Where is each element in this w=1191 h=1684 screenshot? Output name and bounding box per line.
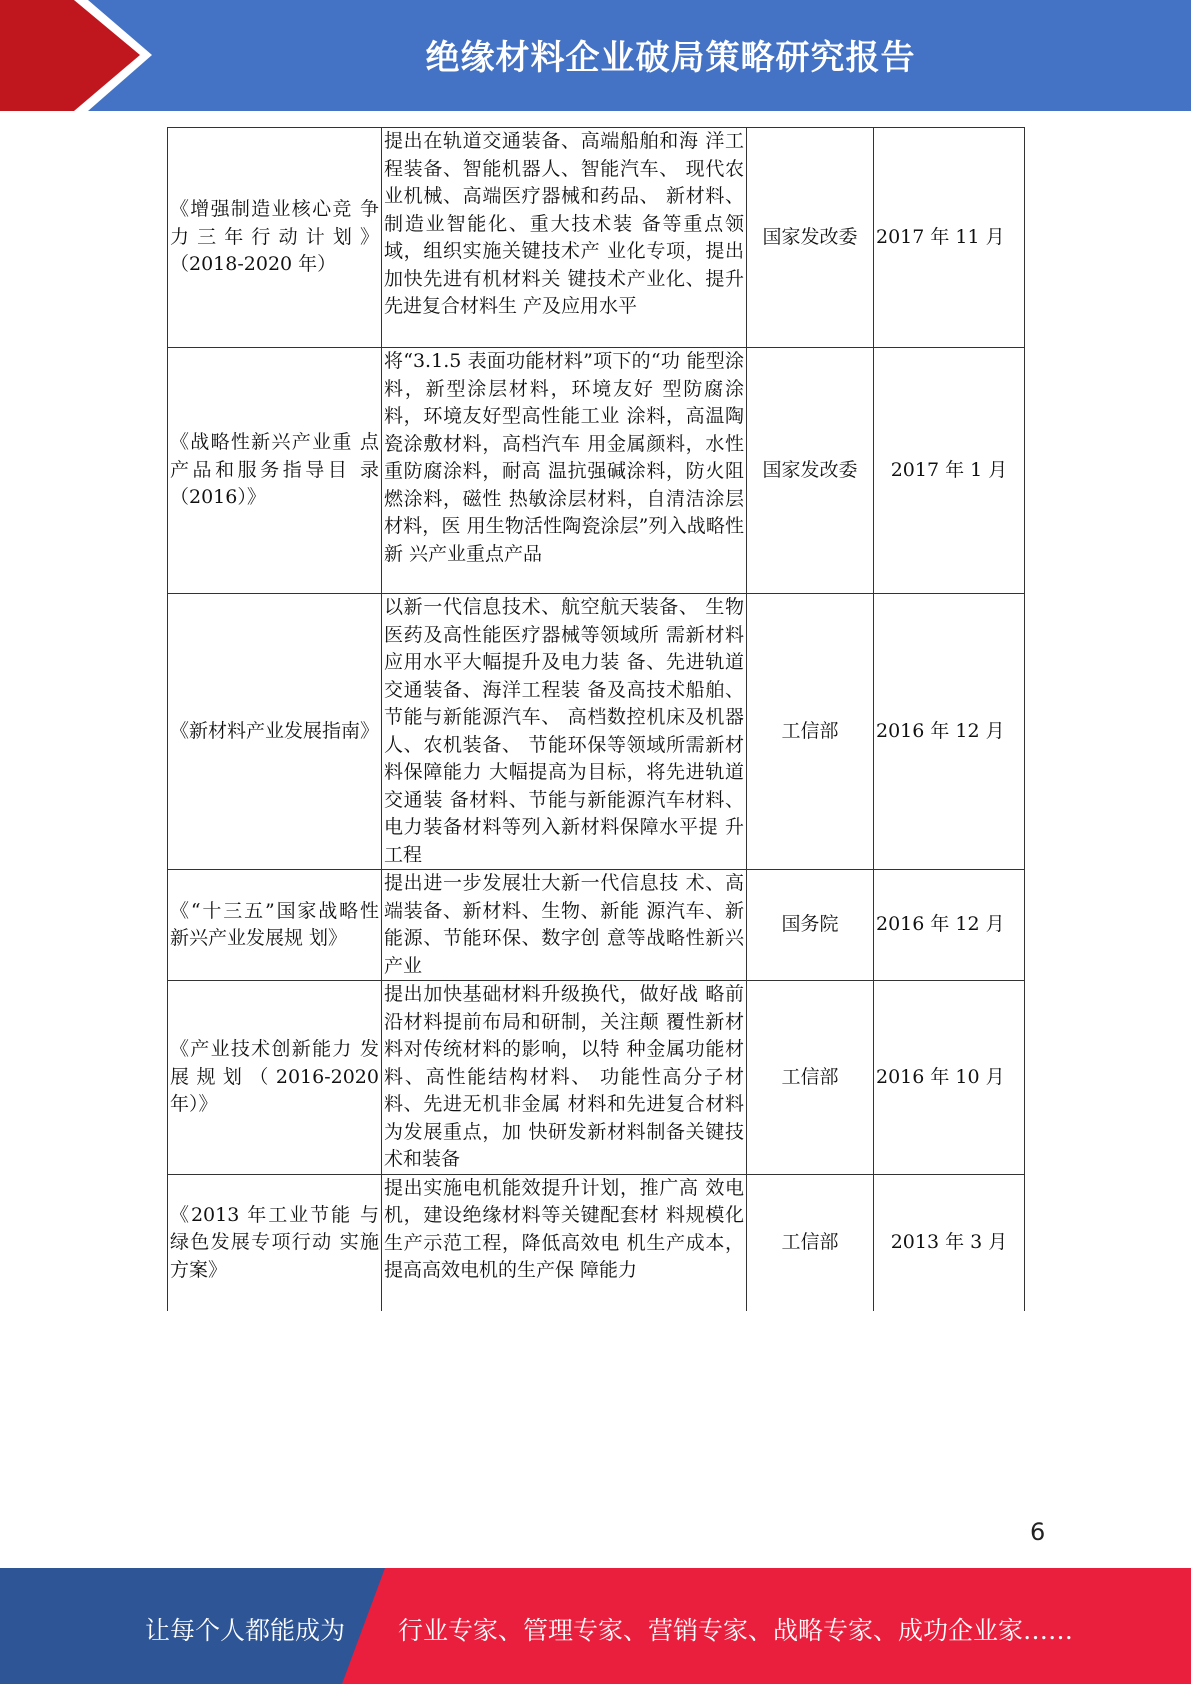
policy-department: 国务院: [747, 870, 874, 981]
policy-department: 工信部: [747, 594, 874, 870]
report-title: 绝缘材料企业破局策略研究报告: [425, 38, 916, 78]
table-row: [168, 594, 1025, 870]
policy-name: 《2013 年工业节能 与绿色发展专项行动 实施方案》: [168, 1174, 382, 1311]
policy-content: 提出加快基础材料升级换代，做好战 略前沿材料提前布局和研制，关注颠 覆性新材料对传统材料的影响，以特 种金属功能材料、高性能结构材料、 功能性高分子材料、先进无机非金属 材料和先进复合材料为发展重点，加 快研发新材料制备关键技术和装备: [382, 981, 747, 1175]
page-number: 6: [1030, 1518, 1046, 1546]
policy-date: 2016 年 10 月: [874, 981, 1025, 1175]
policy-content: 提出在轨道交通装备、高端船舶和海 洋工程装备、智能机器人、智能汽车、 现代农业机械、高端医疗器械和药品、 新材料、制造业智能化、重大技术装 备等重点领域，组织实施关键技术产 业化专项，提出加快先进有机材料关 键技术产业化、提升先进复合材料生 产及应用水平: [382, 128, 747, 348]
policy-content: 提出实施电机能效提升计划，推广高 效电机，建设绝缘材料等关键配套材 料规模化生产示范工程，降低高效电 机生产成本，提高高效电机的生产保 障能力: [382, 1174, 747, 1311]
policy-date: 2017 年 11 月: [874, 128, 1025, 348]
table-row: [168, 870, 1025, 981]
policy-department: 国家发改委: [747, 128, 874, 348]
policy-date: 2016 年 12 月: [874, 870, 1025, 981]
policy-name: 《产业技术创新能力 发展规划（2016-2020 年）》: [168, 981, 382, 1175]
policy-department: 工信部: [747, 981, 874, 1175]
page-header: [0, 0, 1191, 111]
policy-content: 以新一代信息技术、航空航天装备、 生物医药及高性能医疗器械等领域所 需新材料应用水平大幅提升及电力装 备、先进轨道交通装备、海洋工程装 备及高技术船舶、节能与新能源汽车、 高档数控机床及机器人、农机装备、 节能环保等领域所需新材料保障能力 大幅提高为目标，将先进轨道交通装 备材料、节能与新能源汽车材料、电力装备材料等列入新材料保障水平提 升工程: [382, 594, 747, 870]
page-footer: [0, 1568, 1191, 1684]
policy-date: 2013 年 3 月: [874, 1174, 1025, 1311]
policy-name: 《“十三五”国家战略性新兴产业发展规 划》: [168, 870, 382, 981]
table-row: [168, 128, 1025, 348]
policy-date: 2016 年 12 月: [874, 594, 1025, 870]
policy-department: 工信部: [747, 1174, 874, 1311]
policy-content: 提出进一步发展壮大新一代信息技 术、高端装备、新材料、生物、新能 源汽车、新能源、节能环保、数字创 意等战略性新兴产业: [382, 870, 747, 981]
policy-name: 《新材料产业发展指南》: [168, 594, 382, 870]
table-row: [168, 981, 1025, 1175]
header-chevron-icon: [0, 0, 140, 111]
footer-slogan-right: 行业专家、管理专家、营销专家、战略专家、成功企业家……: [398, 1616, 1074, 1645]
policy-name: 《战略性新兴产业重 点产品和服务指导目 录（2016）》: [168, 348, 382, 594]
policy-table: [167, 127, 1025, 1311]
policy-department: 国家发改委: [747, 348, 874, 594]
policy-content: 将“3.1.5 表面功能材料”项下的“功 能型涂料，新型涂层材料，环境友好 型防腐涂料，环境友好型高性能工业 涂料，高温陶瓷涂敷材料，高档汽车 用金属颜料，水性重防腐涂料，耐高 温抗强碱涂料，防火阻燃涂料，磁性 热敏涂层材料，自清洁涂层材料，医 用生物活性陶瓷涂层”列入战略性新 兴产业重点产品: [382, 348, 747, 594]
policy-date: 2017 年 1 月: [874, 348, 1025, 594]
table-row: [168, 348, 1025, 594]
footer-slogan-left: 让每个人都能成为: [145, 1616, 346, 1645]
table-row: [168, 1174, 1025, 1311]
policy-name: 《增强制造业核心竞 争力三年行动计划》（2018-2020 年）: [168, 128, 382, 348]
